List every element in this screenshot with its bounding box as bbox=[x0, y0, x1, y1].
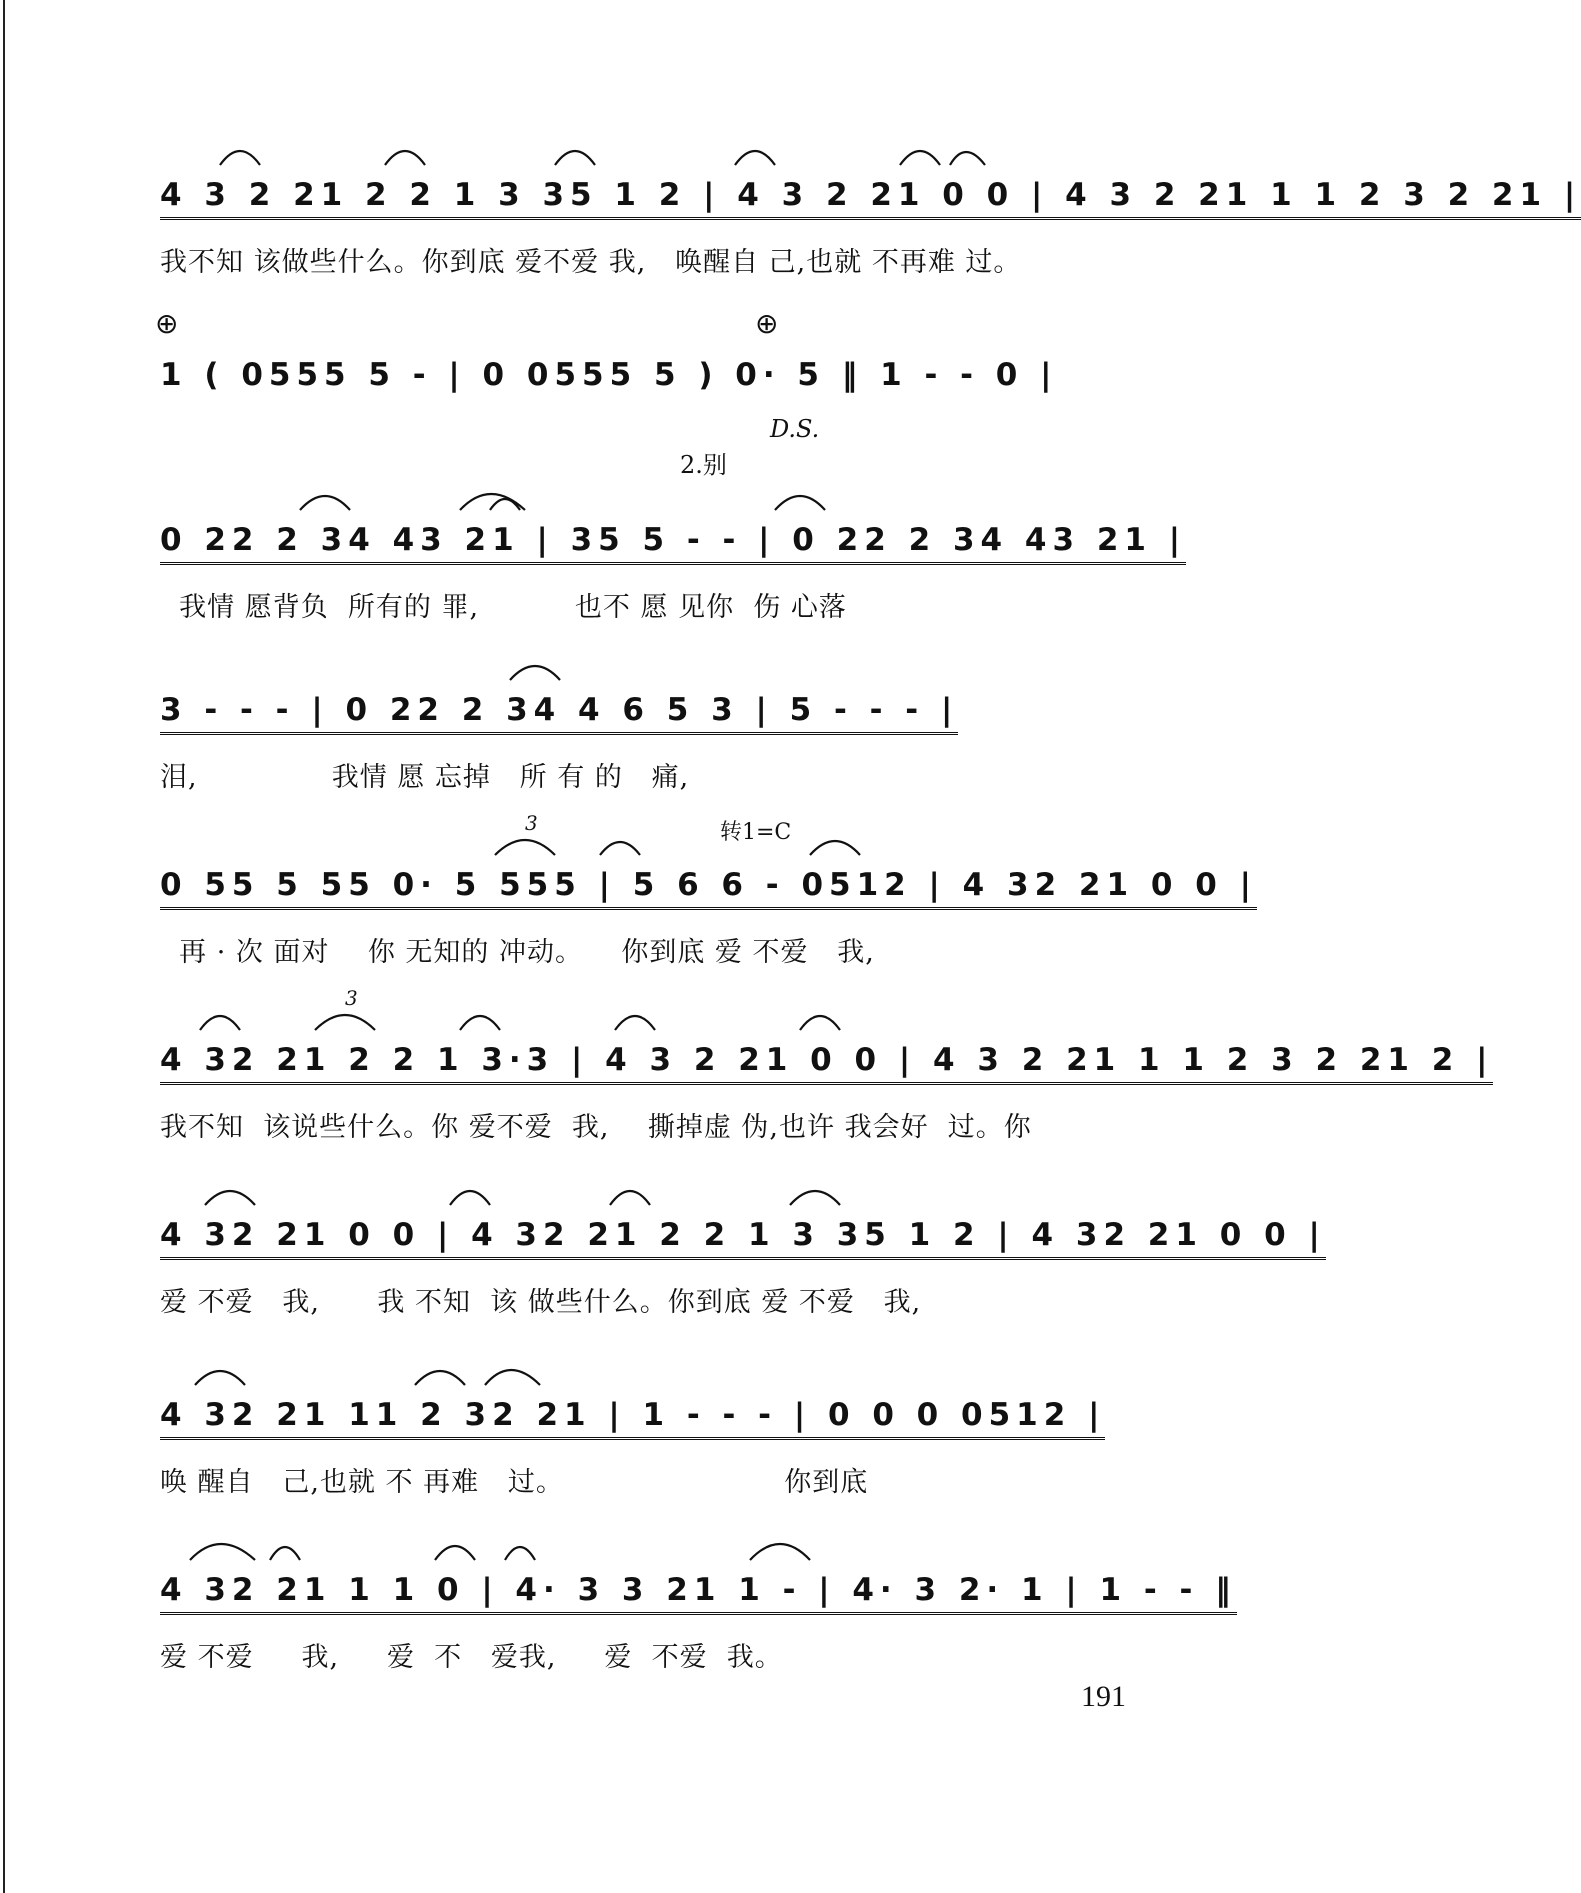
lyric-line: 泪, 我情 愿 忘掉 所 有 的 痛, bbox=[160, 762, 690, 793]
coda-sign-icon: ⊕ bbox=[155, 307, 179, 340]
notation-line: 4 3 2 21 2 2 1 3 35 1 2 | 4 3 2 21 0 0 | 4 3 2 21 1 1 2 3 2 21 | bbox=[160, 165, 1120, 225]
notation-line: 3 - - - | 0 22 2 34 4 6 5 3 | 5 - - - | bbox=[160, 680, 1120, 740]
score-system-1 bbox=[160, 165, 1581, 283]
notation-line: 4 32 21 11 2 32 21 | 1 - - - | 0 0 0 0512 | bbox=[160, 1385, 1120, 1445]
lyric-line: 爱 不爱 我, 爱 不 爱我, 爱 不爱 我。 bbox=[160, 1642, 783, 1673]
score-system-4 bbox=[160, 680, 1120, 798]
lyric-line: 唤 醒自 己,也就 不 再难 过。 你到底 bbox=[160, 1467, 869, 1498]
lyric-line: 爱 不爱 我, 我 不知 该 做些什么。你到底 爱 不爱 我, bbox=[160, 1287, 922, 1318]
notation-line: 4 32 21 1 1 0 | 4· 3 3 21 1 - | 4· 3 2· 1 | 1 - - ‖ bbox=[160, 1560, 1120, 1620]
score-system-2 bbox=[155, 307, 1120, 479]
lyric-line: 我情 愿背负 所有的 罪, 也不 愿 见你 伤 心落 bbox=[160, 592, 847, 623]
second-ending-lyric: 2.别 bbox=[680, 451, 727, 479]
page-edge-rule bbox=[3, 0, 5, 1893]
lyric-line: 我不知 该做些什么。你到底 爱不爱 我, 唤醒自 己,也就 不再难 过。 bbox=[160, 247, 1022, 278]
notation-line: 4 32 21 2 2 1 3·3 | 4 3 2 21 0 0 | 4 3 2 21 1 1 2 3 2 21 2 | bbox=[160, 1030, 1120, 1090]
score-system-5 bbox=[160, 811, 1257, 973]
triplet-marking: 3 bbox=[345, 986, 358, 1010]
score-system-8 bbox=[160, 1385, 1120, 1503]
page-number: 191 bbox=[1081, 1680, 1126, 1713]
triplet-marking: 3 bbox=[525, 811, 538, 835]
ds-marking: D.S. bbox=[770, 415, 820, 443]
score-system-7 bbox=[160, 1205, 1326, 1323]
coda-sign-icon: ⊕ bbox=[755, 307, 779, 340]
lyric-line: 我不知 该说些什么。你 爱不爱 我, 撕掉虚 伪,也许 我会好 过。你 bbox=[160, 1112, 1032, 1143]
key-change-marking: 转1=C bbox=[720, 820, 792, 845]
score-system-6 bbox=[160, 986, 1494, 1148]
notation-line: 0 22 2 34 43 21 | 35 5 - - | 0 22 2 34 43 21 | bbox=[160, 510, 1120, 570]
notation-line: 0 55 5 55 0· 5 555 | 5 6 6 - 0512 | 4 32 21 0 0 | bbox=[160, 855, 1120, 915]
notation-line: 4 32 21 0 0 | 4 32 21 2 2 1 3 35 1 2 | 4 32 21 0 0 | bbox=[160, 1205, 1120, 1265]
notation-line: 1 ( 0555 5 - | 0 0555 5 ) 0· 5 ‖ 1 - - 0 | bbox=[160, 357, 1058, 393]
score-system-3 bbox=[160, 510, 1187, 628]
score-system-9 bbox=[160, 1560, 1237, 1678]
lyric-line: 再 · 次 面对 你 无知的 冲动。 你到底 爱 不爱 我, bbox=[160, 937, 875, 968]
